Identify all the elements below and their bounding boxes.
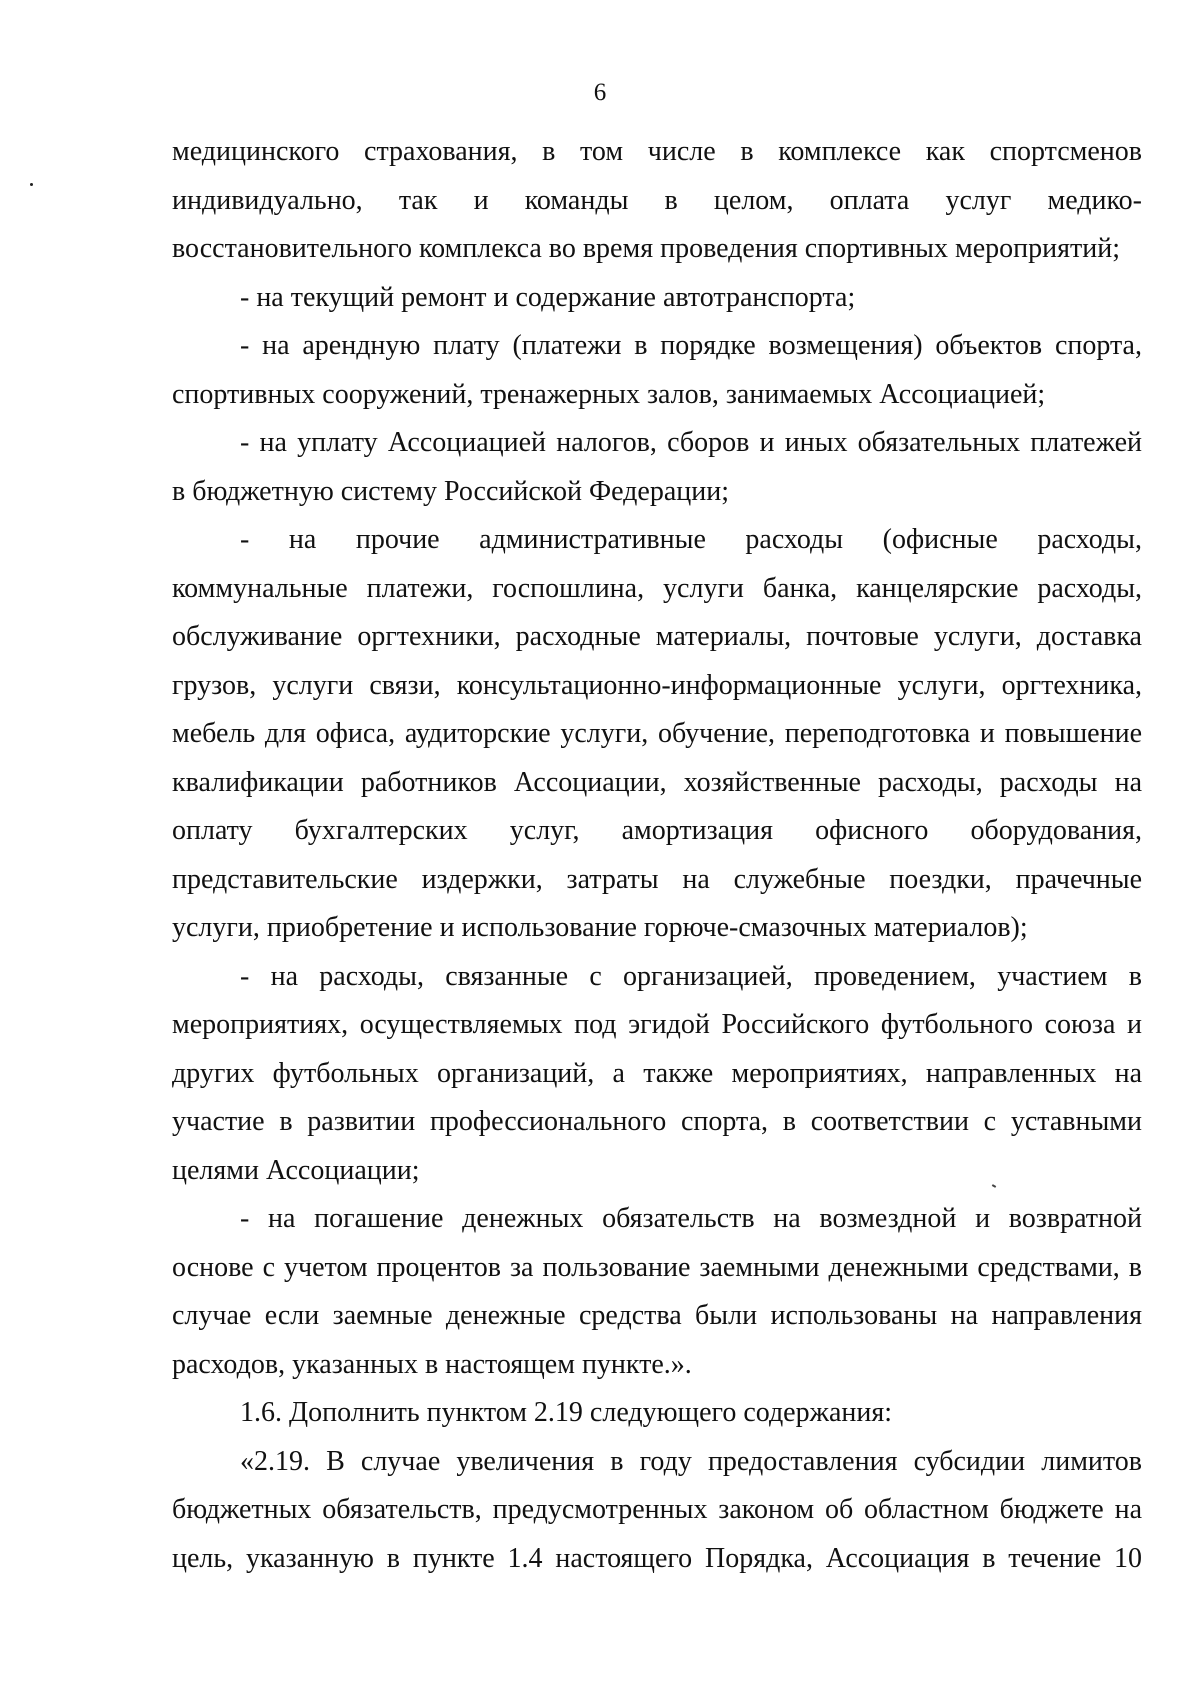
- text-line: основе с учетом процентов за пользование заемными денежными средствами, в: [172, 1251, 1142, 1283]
- page-number: 6: [593, 79, 607, 106]
- text-line: представительские издержки, затраты на служебные поездки, прачечные: [172, 863, 1142, 895]
- text-line: в бюджетную систему Российской Федерации;: [172, 475, 729, 507]
- text-line: - на уплату Ассоциацией налогов, сборов и иных обязательных платежей: [240, 427, 1142, 458]
- text-line: бюджетных обязательств, предусмотренных законом об областном бюджете на: [172, 1494, 1142, 1525]
- text-line: мебель для офиса, аудиторские услуги, обучение, переподготовка и повышение: [172, 718, 1142, 749]
- text-line: мероприятиях, осуществляемых под эгидой Российского футбольного союза и: [172, 1009, 1142, 1040]
- text-line: медицинского страхования, в том числе в комплексе как спортсменов: [172, 136, 1142, 167]
- text-line: коммунальные платежи, госпошлина, услуги банка, канцелярские расходы,: [172, 572, 1142, 604]
- text-line: обслуживание оргтехники, расходные материалы, почтовые услуги, доставка: [172, 621, 1142, 652]
- text-line: других футбольных организаций, а также мероприятиях, направленных на: [172, 1057, 1142, 1089]
- text-line: - на расходы, связанные с организацией, проведением, участием в: [240, 960, 1142, 992]
- text-line: оплату бухгалтерских услуг, амортизация офисного оборудования,: [172, 815, 1142, 846]
- text-line: «2.19. В случае увеличения в году предоставления субсидии лимитов: [240, 1445, 1142, 1477]
- text-line: услуги, приобретение и использование горюче-смазочных материалов);: [172, 912, 1028, 943]
- text-line: - на текущий ремонт и содержание автотранспорта;: [240, 281, 856, 313]
- text-line: цель, указанную в пункте 1.4 настоящего Порядка, Ассоциация в течение 10: [172, 1542, 1142, 1574]
- text-line: 1.6. Дополнить пунктом 2.19 следующего содержания:: [240, 1397, 893, 1428]
- text-line: восстановительного комплекса во время проведения спортивных мероприятий;: [172, 233, 1120, 264]
- text-line: - на погашение денежных обязательств на возмездной и возвратной: [240, 1203, 1142, 1234]
- text-line: - на прочие административные расходы (офисные расходы,: [240, 524, 1142, 555]
- text-line: участие в развитии профессионального спорта, в соответствии с уставными: [172, 1106, 1142, 1137]
- text-line: квалификации работников Ассоциации, хозяйственные расходы, расходы на: [172, 766, 1142, 798]
- text-line: случае если заемные денежные средства были использованы на направления: [172, 1300, 1142, 1331]
- text-line: целями Ассоциации;: [172, 1154, 420, 1186]
- text-line: грузов, услуги связи, консультационно-информационные услуги, оргтехника,: [172, 669, 1142, 701]
- document-body: [172, 128, 1142, 1583]
- text-line: индивидуально, так и команды в целом, оплата услуг медико-: [172, 184, 1142, 216]
- text-line: расходов, указанных в настоящем пункте.».: [172, 1348, 692, 1380]
- text-line: спортивных сооружений, тренажерных залов, занимаемых Ассоциацией;: [172, 378, 1046, 410]
- scan-speck: [30, 183, 33, 186]
- text-line: - на арендную плату (платежи в порядке возмещения) объектов спорта,: [240, 330, 1142, 361]
